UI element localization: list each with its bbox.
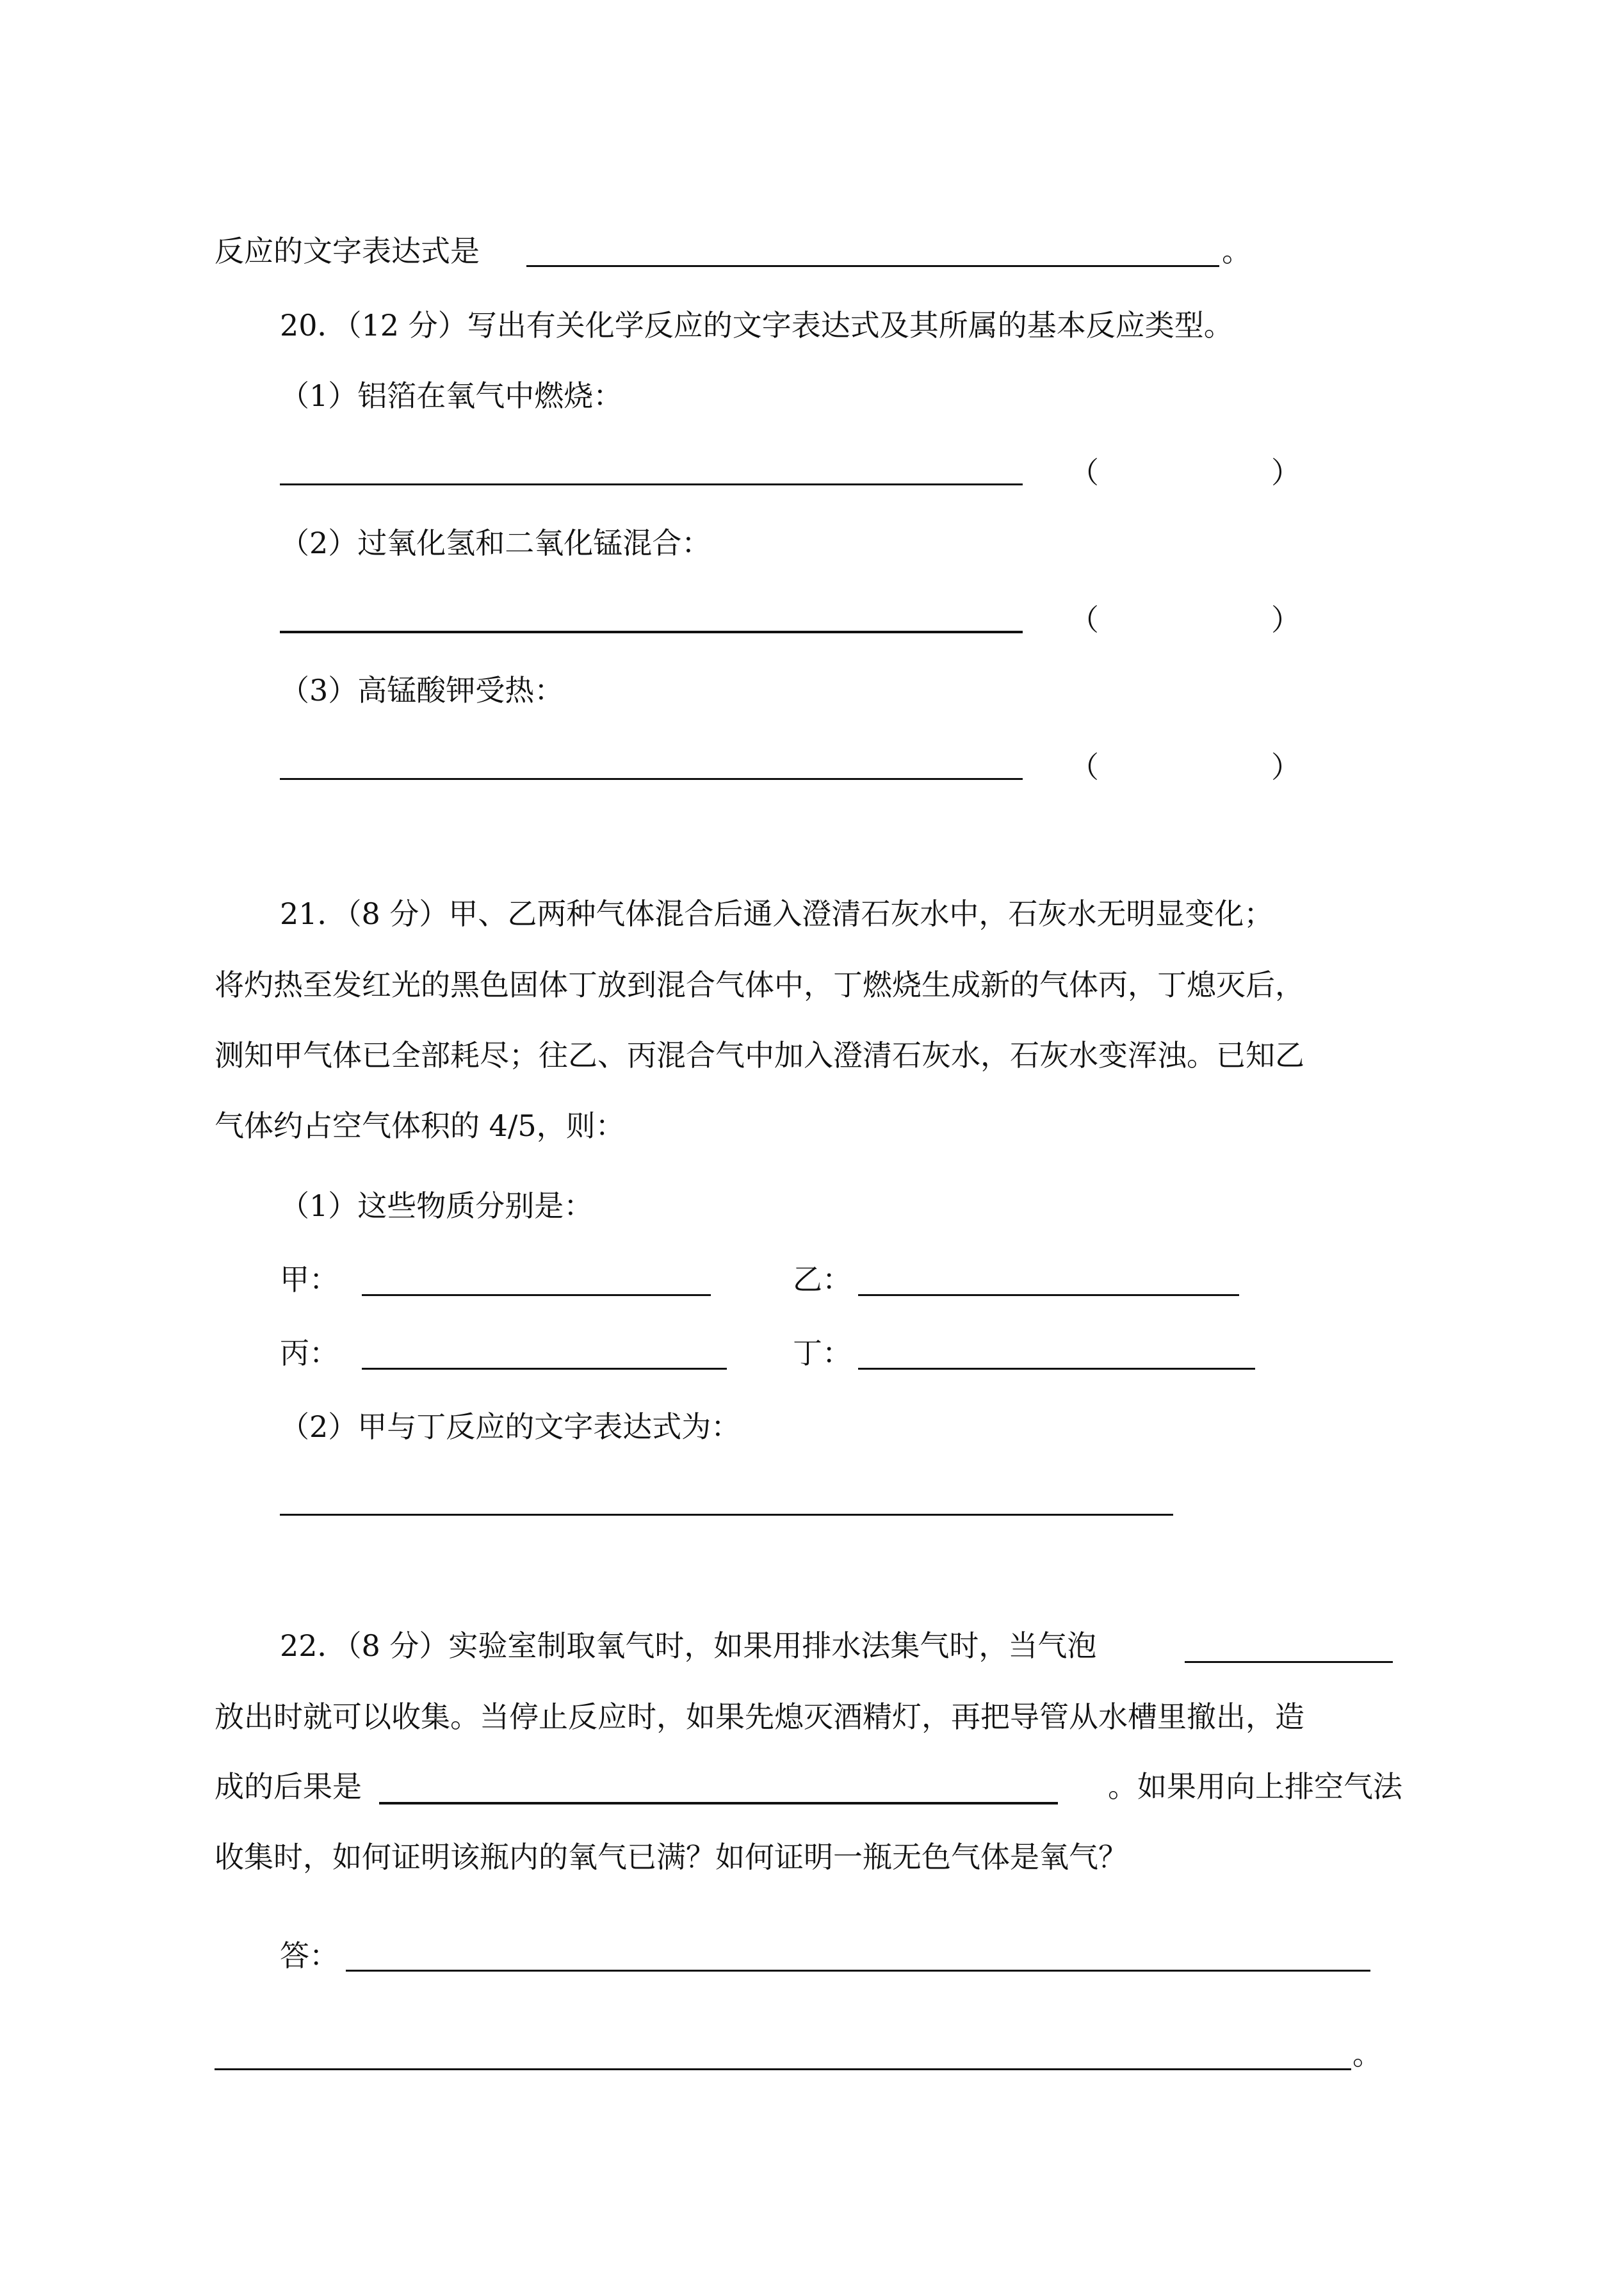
q22-line-2: 放出时就可以收集。当停止反应时，如果先熄灭酒精灯，再把导管从水槽里撤出，造 bbox=[215, 1699, 1304, 1734]
q22-answer-blank-1[interactable] bbox=[346, 1970, 1370, 1972]
q20-item-2-paren-open: （ bbox=[1069, 603, 1099, 637]
q21-sub2-label: （2）甲与丁反应的文字表达式为： bbox=[280, 1409, 741, 1444]
q21-bing-label: 丙： bbox=[280, 1336, 339, 1370]
q21-line-2: 将灼热至发红光的黑色固体丁放到混合气体中，丁燃烧生成新的气体丙，丁熄灭后， bbox=[215, 968, 1304, 1002]
q22-line-3-end: 。如果用向上排空气法 bbox=[1108, 1769, 1402, 1804]
q20-item-2-equation-blank[interactable] bbox=[280, 631, 1023, 633]
q21-jia-blank[interactable] bbox=[362, 1294, 711, 1296]
q22-bubble-blank[interactable] bbox=[1185, 1661, 1393, 1663]
q19-end-mark: 。 bbox=[1222, 234, 1251, 268]
q21-yi-blank[interactable] bbox=[858, 1294, 1239, 1296]
q20-item-3-label: （3）高锰酸钾受热： bbox=[280, 673, 564, 708]
q19-answer-blank[interactable] bbox=[526, 265, 1219, 267]
q22-consequence-blank[interactable] bbox=[379, 1802, 1058, 1804]
q21-yi-label: 乙： bbox=[793, 1262, 852, 1297]
q21-line-3: 测知甲气体已全部耗尽；往乙、丙混合气中加入澄清石灰水，石灰水变浑浊。已知乙 bbox=[215, 1038, 1304, 1073]
q21-jia-label: 甲： bbox=[280, 1262, 339, 1297]
q21-equation-blank[interactable] bbox=[280, 1514, 1173, 1516]
q20-title: 20．（12 分）写出有关化学反应的文字表达式及其所属的基本反应类型。 bbox=[280, 308, 1233, 343]
q22-answer-label: 答： bbox=[280, 1938, 339, 1973]
q21-ding-blank[interactable] bbox=[858, 1368, 1255, 1370]
q20-item-3-paren-open: （ bbox=[1069, 750, 1099, 784]
q19-tail-text: 反应的文字表达式是 bbox=[215, 234, 480, 268]
q20-item-1-label: （1）铝箔在氧气中燃烧： bbox=[280, 378, 623, 413]
q22-end-mark: 。 bbox=[1352, 2037, 1382, 2072]
q20-item-1-equation-blank[interactable] bbox=[280, 483, 1023, 485]
q22-line-4: 收集时，如何证明该瓶内的氧气已满？如何证明一瓶无色气体是氧气？ bbox=[215, 1840, 1128, 1874]
q20-item-2-label: （2）过氧化氢和二氧化锰混合： bbox=[280, 526, 711, 560]
q21-line-4: 气体约占空气体积的 4/5，则： bbox=[215, 1108, 625, 1143]
q21-line-1: 21．（8 分）甲、乙两种气体混合后通入澄清石灰水中，石灰水无明显变化； bbox=[280, 896, 1274, 931]
q20-item-1-paren-open: （ bbox=[1069, 455, 1099, 490]
q22-line-1: 22．（8 分）实验室制取氧气时，如果用排水法集气时，当气泡 bbox=[280, 1628, 1097, 1663]
q20-item-2-paren-close: ） bbox=[1271, 603, 1301, 637]
q20-item-3-paren-close: ） bbox=[1271, 750, 1301, 784]
q20-item-1-paren-close: ） bbox=[1271, 455, 1301, 490]
q21-sub1-label: （1）这些物质分别是： bbox=[280, 1188, 594, 1223]
q21-ding-label: 丁： bbox=[793, 1336, 852, 1370]
q22-answer-blank-2[interactable] bbox=[215, 2068, 1351, 2070]
q20-item-3-equation-blank[interactable] bbox=[280, 778, 1023, 780]
q21-bing-blank[interactable] bbox=[362, 1368, 727, 1370]
q22-line-3-start: 成的后果是 bbox=[215, 1769, 362, 1804]
